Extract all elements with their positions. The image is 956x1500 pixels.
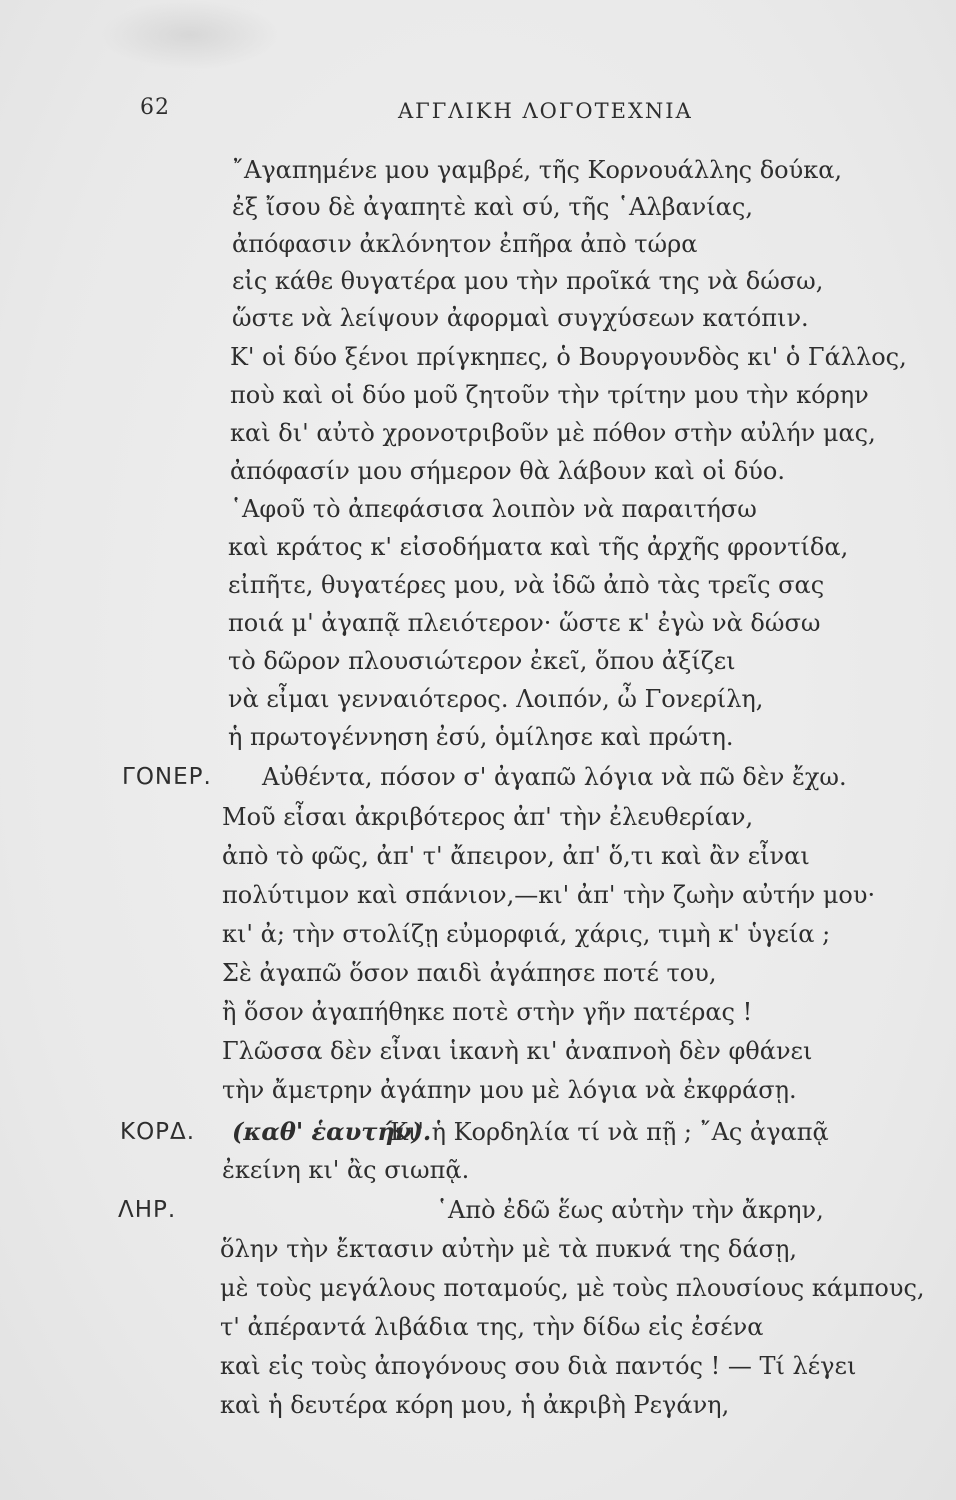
speaker-label: ΛΗΡ. bbox=[118, 1197, 177, 1223]
verse-text: ἡ πρωτογέννηση ἐσύ, ὁμίλησε καὶ πρώτη. bbox=[228, 723, 734, 751]
verse-line bbox=[0, 187, 956, 227]
verse-text: Κι' ἡ Κορδηλία τί νὰ πῇ ; ῎Ας ἀγαπᾷ bbox=[390, 1118, 829, 1146]
verse-line bbox=[0, 1346, 956, 1386]
verse-line bbox=[0, 527, 956, 567]
verse-line bbox=[0, 489, 956, 529]
verse-text: ῎Αγαπημένε μου γαμβρέ, τῆς Κορνουάλλης δούκα, bbox=[232, 156, 843, 184]
verse-text: εἰπῆτε, θυγατέρες μου, νὰ ἰδῶ ἀπὸ τὰς τρεῖς σας bbox=[228, 571, 825, 599]
speaker-label: ΓΟΝΕΡ. bbox=[122, 764, 212, 790]
verse-line bbox=[0, 679, 956, 719]
verse-line bbox=[0, 1150, 956, 1190]
verse-line bbox=[0, 914, 956, 954]
verse-line bbox=[0, 641, 956, 681]
verse-text: Γλῶσσα δὲν εἶναι ἱκανὴ κι' ἀναπνοὴ δὲν φθάνει bbox=[222, 1037, 813, 1065]
verse-line bbox=[0, 375, 956, 415]
verse-text: ῾Απὸ ἐδῶ ἕως αὐτὴν τὴν ἄκρην, bbox=[436, 1196, 824, 1224]
verse-line bbox=[0, 451, 956, 491]
verse-line bbox=[0, 836, 956, 876]
verse-text: καὶ ἡ δευτέρα κόρη μου, ἡ ἀκριβὴ Ρεγάνη, bbox=[220, 1391, 730, 1419]
verse-text: ὅλην τὴν ἔκτασιν αὐτὴν μὲ τὰ πυκνά της δάσῃ, bbox=[220, 1235, 797, 1263]
verse-text: ἢ ὅσον ἀγαπήθηκε ποτὲ στὴν γῆν πατέρας ! bbox=[222, 998, 753, 1026]
verse-text: καὶ δι' αὐτὸ χρονοτριβοῦν μὲ πόθον στὴν αὐλήν μας, bbox=[230, 419, 876, 447]
verse-line bbox=[0, 717, 956, 757]
verse-line bbox=[0, 992, 956, 1032]
running-title: ΑΓΓΛΙΚΗ ΛΟΓΟΤΕΧΝΙΑ bbox=[398, 99, 693, 123]
speech-line bbox=[0, 757, 956, 797]
verse-text: τὴν ἄμετρην ἀγάπην μου μὲ λόγια νὰ ἐκφράσῃ. bbox=[222, 1076, 797, 1104]
stage-direction: (καθ' ἑαυτήν). bbox=[232, 1117, 432, 1146]
verse-text: Μοῦ εἶσαι ἀκριβότερος ἀπ' τὴν ἐλευθερίαν, bbox=[222, 803, 754, 831]
verse-text: ἐκείνη κι' ἂς σιωπᾷ. bbox=[222, 1156, 470, 1184]
verse-text: ὥστε νὰ λείψουν ἀφορμαὶ συγχύσεων κατόπιν. bbox=[232, 304, 809, 332]
verse-line bbox=[0, 1385, 956, 1425]
page-number: 62 bbox=[140, 95, 170, 120]
verse-text: τ' ἀπέραντά λιβάδια της, τὴν δίδω εἰς ἐσένα bbox=[220, 1313, 764, 1341]
verse-line bbox=[0, 1070, 956, 1110]
speech-line bbox=[0, 1112, 956, 1152]
speech-line bbox=[0, 1190, 956, 1230]
verse-text: ἀπόφασίν μου σήμερον θὰ λάβουν καὶ οἱ δύο. bbox=[230, 457, 785, 485]
verse-text: ἐξ ἴσου δὲ ἀγαπητὲ καὶ σύ, τῆς ῾Αλβανίας, bbox=[232, 193, 753, 221]
verse-line bbox=[0, 1268, 956, 1308]
verse-text: πολύτιμον καὶ σπάνιον,—κι' ἀπ' τὴν ζωὴν αὐτήν μου· bbox=[222, 881, 876, 909]
verse-line bbox=[0, 413, 956, 453]
verse-text: καὶ εἰς τοὺς ἀπογόνους σου διὰ παντός ! — Τί λέγει bbox=[220, 1352, 857, 1380]
verse-line bbox=[0, 261, 956, 301]
speaker-label: ΚΟΡΔ. bbox=[120, 1119, 196, 1145]
verse-line bbox=[0, 797, 956, 837]
verse-text: τὸ δῶρον πλουσιώτερον ἐκεῖ, ὅπου ἀξίζει bbox=[228, 647, 736, 675]
verse-text: ῾Αφοῦ τὸ ἀπεφάσισα λοιπὸν νὰ παραιτήσω bbox=[230, 495, 757, 523]
verse-text: ἀπὸ τὸ φῶς, ἀπ' τ' ἄπειρον, ἀπ' ὅ,τι καὶ ἂν εἶναι bbox=[222, 842, 810, 870]
verse-line bbox=[0, 1229, 956, 1269]
verse-line bbox=[0, 150, 956, 190]
verse-text: ἀπόφασιν ἀκλόνητον ἐπῆρα ἀπὸ τώρα bbox=[232, 230, 698, 258]
verse-text: εἰς κάθε θυγατέρα μου τὴν προῖκά της νὰ δώσω, bbox=[232, 267, 824, 295]
verse-text: Αὐθέντα, πόσον σ' ἀγαπῶ λόγια νὰ πῶ δὲν ἔχω. bbox=[262, 763, 847, 791]
verse-line bbox=[0, 298, 956, 338]
verse-line bbox=[0, 337, 956, 377]
verse-text: νὰ εἶμαι γενναιότερος. Λοιπόν, ὦ Γονερίλη, bbox=[228, 685, 764, 713]
verse-text: κι' ἀ; τὴν στολίζῃ εὐμορφιά, χάρις, τιμὴ κ' ὑγεία ; bbox=[222, 920, 831, 948]
verse-line bbox=[0, 224, 956, 264]
verse-text: ποὺ καὶ οἱ δύο μοῦ ζητοῦν τὴν τρίτην μου τὴν κόρην bbox=[230, 381, 869, 409]
verse-text: Κ' οἱ δύο ξένοι πρίγκηπες, ὁ Βουργουνδὸς κι' ὁ Γάλλος, bbox=[230, 343, 907, 371]
verse-text: Σὲ ἀγαπῶ ὅσον παιδὶ ἀγάπησε ποτέ του, bbox=[222, 959, 717, 987]
verse-line bbox=[0, 953, 956, 993]
verse-line bbox=[0, 1031, 956, 1071]
verse-line bbox=[0, 1307, 956, 1347]
verse-line bbox=[0, 565, 956, 605]
verse-text: μὲ τοὺς μεγάλους ποταμούς, μὲ τοὺς πλουσίους κάμπους, bbox=[220, 1274, 925, 1302]
verse-text: ποιά μ' ἀγαπᾷ πλειότερον· ὥστε κ' ἐγὼ νὰ δώσω bbox=[228, 609, 821, 637]
verse-text: καὶ κράτος κ' εἰσοδήματα καὶ τῆς ἀρχῆς φροντίδα, bbox=[228, 533, 849, 561]
verse-line bbox=[0, 603, 956, 643]
verse-line bbox=[0, 875, 956, 915]
